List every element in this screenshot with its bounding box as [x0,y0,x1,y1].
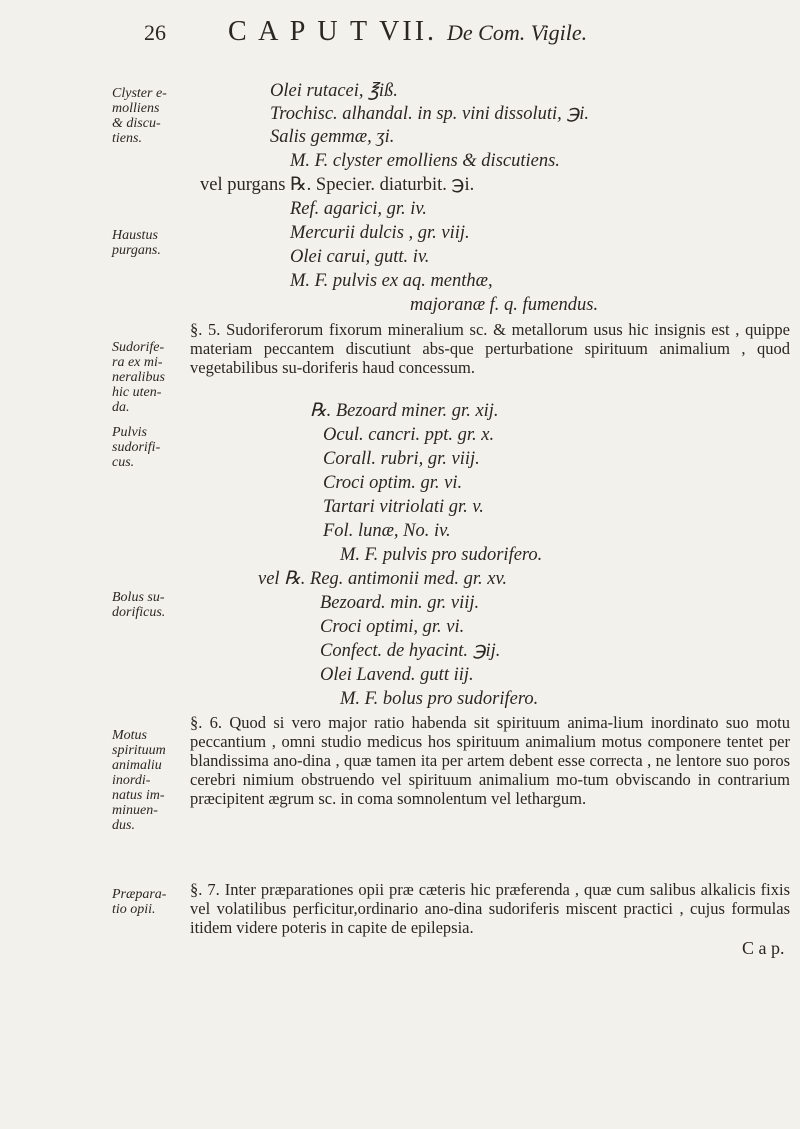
recipe-line: Fol. lunæ, No. iv. [323,521,451,541]
recipe-line: vel ℞. Reg. antimonii med. gr. xv. [258,569,507,589]
margin-note: Bolus su- dorificus. [112,590,166,620]
recipe-line: Olei Lavend. gutt iij. [320,665,474,685]
recipe-line: M. F. bolus pro sudorifero. [340,689,539,709]
chapter-subtitle: De Com. Vigile. [447,20,588,45]
recipe-line: majoranæ f. q. fumendus. [410,295,599,315]
chapter-title: C A P U T VII. [228,16,438,47]
recipe-line: Tartari vitriolati gr. v. [323,497,484,517]
recipe-intro: vel purgans ℞. Specier. diaturbit. ℈i. [200,175,475,195]
paragraph-section-7 [190,880,790,937]
paragraph-section-6 [190,713,790,808]
recipe-line: Trochisc. alhandal. in sp. vini dissoluti, ℈i. [270,104,590,124]
recipe-line: Croci optim. gr. vi. [323,473,463,493]
recipe-line: M. F. pulvis ex aq. menthæ, [290,271,493,291]
page-number: 26 [144,20,166,45]
recipe-line: M. F. pulvis pro sudorifero. [340,545,543,565]
running-title [228,16,587,48]
recipe-line: Olei carui, gutt. iv. [290,247,430,267]
page-header [0,14,800,54]
margin-note: Haustus purgans. [112,228,161,258]
margin-note: Pulvis sudorifi- cus. [112,425,161,470]
margin-note: Clyster e- molliens & discu- tiens. [112,86,167,146]
recipe-line: Bezoard. min. gr. viij. [320,593,480,613]
recipe-line: Confect. de hyacint. ℈ij. [320,641,501,661]
paragraph-text: §. 7. Inter præparationes opii præ cæteris hic præferenda , quæ cum salibus alkalicis fixis vel volatilibus perficitur,ordinario ano-dina sudoriferis miscent practici , cujus formulas itidem videre poteris in capite de epilepsia. [190,880,790,937]
recipe-line: M. F. clyster emolliens & discutiens. [290,151,560,171]
margin-note: Sudorife- ra ex mi- neralibus hic uten- da. [112,340,165,415]
recipe-line: Ocul. cancri. ppt. gr. x. [323,425,495,445]
recipe-line: Mercurii dulcis , gr. viij. [290,223,470,243]
paragraph-section-5 [190,320,790,377]
recipe-line: Croci optimi, gr. vi. [320,617,465,637]
paragraph-text: §. 6. Quod si vero major ratio habenda sit spirituum anima-lium inordinato suo motu peccantium , omni studio medicus hos spirituum animalium motus componere tentet per blandissima ano-dina , quæ tamen ita per artem debent esse correcta , ne lentore suo poros cerebri nimium obstruendo vel spirituum animalium mo-tum obviscando in contrarium præcipitent ægrum sc. in coma somnolentum vel lethargum. [190,713,790,808]
recipe-line: ℞. Bezoard miner. gr. xij. [310,401,499,421]
paragraph-text: §. 5. Sudoriferorum fixorum mineralium sc. & metallorum usus hic insignis est , quippe materiam peccantem discutiunt abs-que perturbatione spirituum animalium , quod vegetabilibus su-doriferis haud concessum. [190,320,790,377]
recipe-line: Salis gemmæ, ʒi. [270,127,395,147]
recipe-line: Corall. rubri, gr. viij. [323,449,480,469]
margin-note: Præpara- tio opii. [112,887,167,917]
catchword: C a p. [742,938,785,958]
margin-note: Motus spirituum animaliu inordi- natus im- minuen- dus. [112,728,166,833]
recipe-line: Olei rutacei, ℥iß. [270,81,398,101]
recipe-line: Ref. agarici, gr. iv. [290,199,427,219]
